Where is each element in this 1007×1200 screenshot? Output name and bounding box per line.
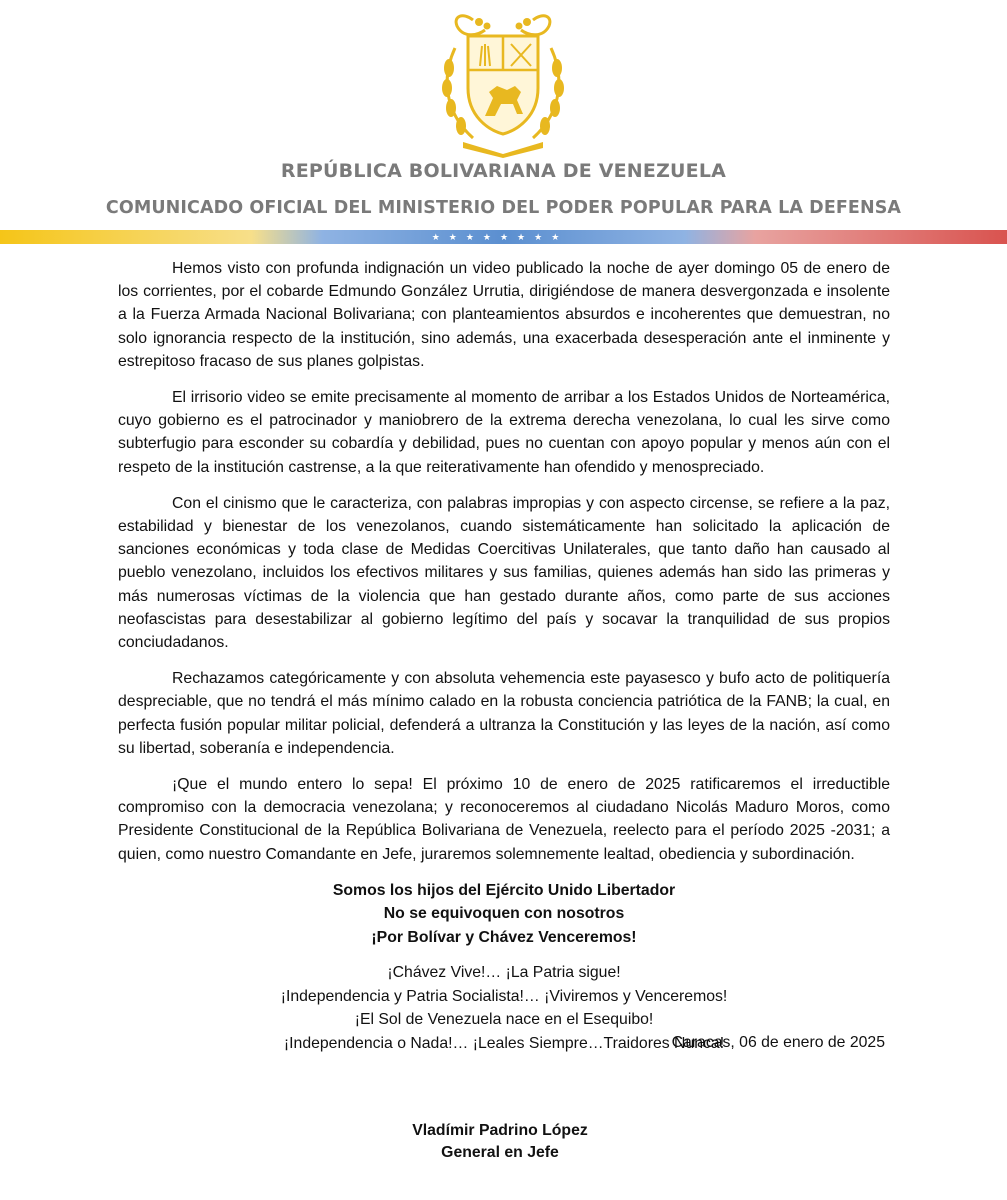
place-date: Caracas, 06 de enero de 2025: [671, 1034, 885, 1051]
slogan-1: ¡Chávez Vive!… ¡La Patria sigue!: [387, 964, 621, 982]
signature-block: [300, 1120, 700, 1164]
slogan-4: ¡Independencia o Nada!… ¡Leales Siempre…Traidores Nunca!: [283, 1034, 725, 1052]
signatory-name: Vladímir Padrino López: [412, 1122, 588, 1139]
communique-title: COMUNICADO OFICIAL DEL MINISTERIO DEL PODER POPULAR PARA LA DEFENSA: [105, 198, 902, 218]
communique-body: [118, 257, 890, 1055]
closing-line-1: Somos los hijos del Ejército Unido Libertador: [332, 881, 676, 899]
country-heading: REPÚBLICA BOLIVARIANA DE VENEZUELA: [280, 160, 727, 182]
slogan-2: ¡Independencia y Patria Socialista!… ¡Viviremos y Venceremos!: [280, 987, 728, 1005]
signatory-rank: General en Jefe: [441, 1144, 559, 1161]
coat-of-arms-icon: [433, 8, 573, 158]
paragraph-2: El irrisorio video se emite precisamente al momento de arribar a los Estados Unidos de Norteamérica, cuyo gobierno es el patrocinador y maniobrero de la extrema derecha venezolana, lo cual les sirve como subterfugio para esconder su cobardía y debilidad, pues no cuentan con apoyo popular y menos aún con el respeto de la institución castrense, a la que reiterativamente han ofendido y menospreciado.: [118, 389, 890, 476]
slogan-3: ¡El Sol de Venezuela nace en el Esequibo!: [354, 1011, 654, 1029]
paragraph-4: Rechazamos categóricamente y con absoluta vehemencia este payasesco y bufo acto de politiquería despreciable, que no tendrá el más mínimo calado en la robusta conciencia patriótica de la FANB; la cual, en perfecta fusión popular militar policial, defenderá a ultranza la Constitución y las leyes de la nación, así como su libertad, soberanía e independencia.: [118, 670, 890, 757]
closing-line-3: ¡Por Bolívar y Chávez Venceremos!: [371, 928, 637, 946]
flag-stars: ★★★★★★★★: [431, 233, 569, 243]
paragraph-3: Con el cinismo que le caracteriza, con palabras impropias y con aspecto circense, se refiere a la paz, estabilidad y bienestar de los venezolanos, cuando sistemáticamente han solicitado la aplicación de sanciones económicas y toda clase de Medidas Coercitivas Unilaterales, que tanto daño han causado al pueblo venezolano, incluidos los efectivos militares y sus familias, quienes además han sido las primeras y más numerosas víctimas de la violencia que han gestado durante años, como parte de sus acciones neofascistas para desestabilizar al gobierno legítimo del país y socavar la tranquilidad de sus propios conciudadanos.: [118, 494, 890, 652]
closing-statement: [118, 879, 890, 950]
paragraph-5: ¡Que el mundo entero lo sepa! El próximo 10 de enero de 2025 ratificaremos el irreductible compromiso con la democracia venezolana; y reconoceremos al ciudadano Nicolás Maduro Moros, como Presidente Constitucional de la República Bolivariana de Venezuela, reelecto para el período 2025 -2031; a quien, como nuestro Comandante en Jefe, juraremos solemnemente lealtad, obediencia y subordinación.: [118, 776, 890, 863]
closing-line-2: No se equivoquen con nosotros: [383, 905, 625, 923]
paragraph-1: Hemos visto con profunda indignación un video publicado la noche de ayer domingo 05 de enero de los corrientes, por el cobarde Edmundo González Urrutia, dirigiéndose de manera desvergonzada e insolente a la Fuerza Armada Nacional Bolivariana; con planteamientos absurdos e incoherentes que demuestran, no solo ignorancia respecto de la institución, sino además, una exacerbada desesperación ante el inminente y estrepitoso fracaso de sus planes golpistas.: [118, 260, 890, 370]
